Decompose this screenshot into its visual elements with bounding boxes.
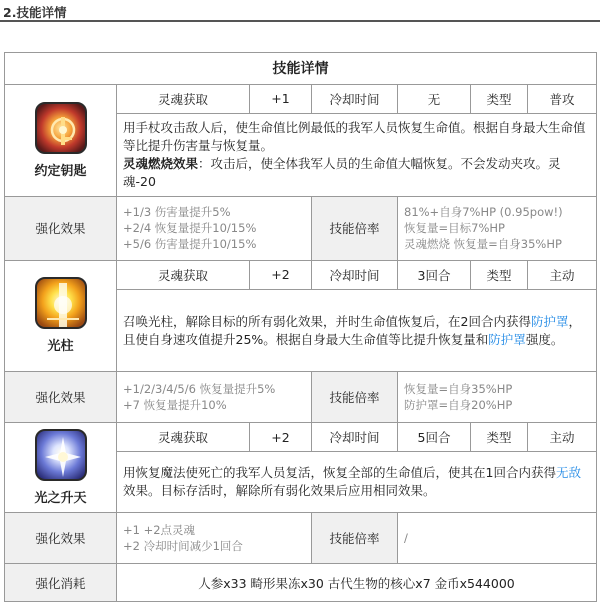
- enhance-cost-label: 强化消耗: [5, 564, 117, 602]
- multiplier-values: /: [398, 513, 597, 564]
- skill-description: 召唤光柱，解除目标的所有弱化效果，并时生命值恢复后，在2回合内获得防护罩，且使自身速攻值提升25%。根据自身最大生命值等比提升恢复量和防护罩强度。: [117, 290, 597, 372]
- invincible-keyword: 无敌: [555, 465, 581, 481]
- skill-cell-ascension: [5, 422, 117, 513]
- skill-name: 光柱: [47, 339, 74, 355]
- shield-keyword: 防护罩: [530, 313, 569, 329]
- skill-description: 用恢复魔法使死亡的我军人员复活，恢复全部的生命值后，使其在1回合内获得无敌效果。目标存活时，解除所有弱化效果后应用相同效果。: [117, 452, 597, 513]
- enhance-effects: +1/3 伤害量提升5% +2/4 恢复量提升10/15% +5/6 伤害量提升10/15%: [117, 197, 312, 260]
- soul-gain-value: +2: [250, 260, 312, 290]
- table-header: 技能详情: [5, 53, 597, 85]
- cooldown-label: 冷却时间: [312, 84, 398, 114]
- enhance-label: 强化效果: [5, 197, 117, 260]
- enhance-materials: 人参x33 畸形果冻x30 古代生物的核心x7 金币x544000: [117, 564, 597, 602]
- shield-keyword: 防护罩: [488, 331, 526, 347]
- type-label: 类型: [471, 84, 528, 114]
- soul-gain-value: +1: [250, 84, 312, 114]
- skill-name: 约定钥匙: [34, 163, 87, 179]
- skill-details-table: [4, 52, 597, 602]
- cooldown-label: 冷却时间: [312, 422, 398, 452]
- type-value: 主动: [528, 422, 597, 452]
- enhance-effects: +1/2/3/4/5/6 恢复量提升5% +7 恢复量提升10%: [117, 372, 312, 423]
- skill-cell-key: [5, 84, 117, 197]
- soul-gain-label: 灵魂获取: [117, 260, 250, 290]
- multiplier-values: 恢复量=自身35%HP 防护罩=自身20%HP: [398, 372, 597, 423]
- cooldown-value: 5回合: [398, 422, 471, 452]
- type-label: 类型: [471, 422, 528, 452]
- cooldown-value: 无: [398, 84, 471, 114]
- skill-description: 用手杖攻击敌人后，使生命值比例最低的我军人员恢复生命值。根据自身最大生命值等比提升伤害量与恢复量。 灵魂燃烧效果：攻击后，使全体我军人员的生命值大幅恢复。不会发动夹攻。灵魂-20: [117, 114, 597, 197]
- multiplier-label: 技能倍率: [312, 197, 398, 260]
- enhance-label: 强化效果: [5, 372, 117, 423]
- soul-gain-label: 灵魂获取: [117, 84, 250, 114]
- ascension-icon: [35, 429, 87, 481]
- skill-cell-light-pillar: [5, 260, 117, 372]
- light-pillar-icon: [35, 277, 87, 329]
- type-label: 类型: [471, 260, 528, 290]
- enhance-effects: +1 +2点灵魂 +2 冷却时间减少1回合: [117, 513, 312, 564]
- soul-gain-label: 灵魂获取: [117, 422, 250, 452]
- cooldown-label: 冷却时间: [312, 260, 398, 290]
- multiplier-label: 技能倍率: [312, 513, 398, 564]
- type-value: 普攻: [528, 84, 597, 114]
- skill-name: 光之升天: [34, 491, 87, 507]
- key-icon: [35, 102, 87, 154]
- multiplier-label: 技能倍率: [312, 372, 398, 423]
- soul-gain-value: +2: [250, 422, 312, 452]
- enhance-label: 强化效果: [5, 513, 117, 564]
- type-value: 主动: [528, 260, 597, 290]
- multiplier-values: 81%+自身7%HP (0.95pow!) 恢复量=目标7%HP 灵魂燃烧 恢复量=自身35%HP: [398, 197, 597, 260]
- cooldown-value: 3回合: [398, 260, 471, 290]
- section-title: 2.技能详情: [0, 0, 600, 22]
